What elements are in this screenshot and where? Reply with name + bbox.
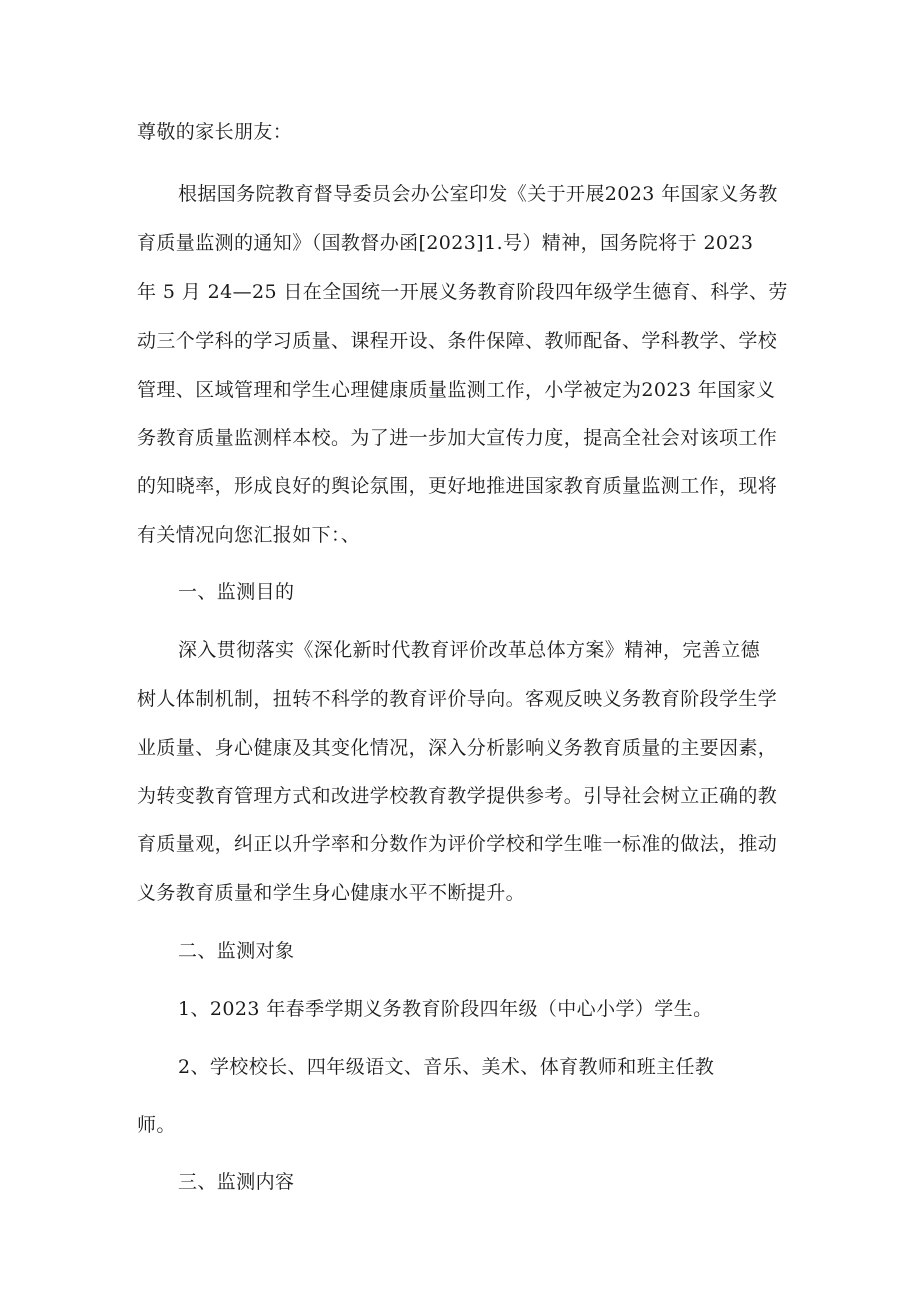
intro-line: 根据国务院教育督导委员会办公室印发《关于开展2023 年国家义务教 — [178, 183, 778, 205]
section-heading-content: 三、监测内容 — [178, 1171, 295, 1193]
purpose-line: 为转变教育管理方式和改进学校教育教学提供参考。引导社会树立正确的教 — [137, 785, 778, 807]
intro-line: 有关情况向您汇报如下：、 — [137, 524, 361, 546]
salutation: 尊敬的家长朋友： — [137, 121, 293, 143]
intro-line: 务教育质量监测样本校。为了进一步加大宣传力度，提高全社会对该项工作 — [137, 427, 778, 449]
section-heading-targets: 二、监测对象 — [178, 940, 295, 962]
intro-line: 育质量监测的通知》（国教督办函[2023]1.号）精神，国务院将于 2023 — [137, 232, 754, 254]
purpose-line: 业质量、身心健康及其变化情况，深入分析影响义务教育质量的主要因素， — [137, 737, 778, 759]
intro-line: 的知晓率，形成良好的舆论氛围，更好地推进国家教育质量监测工作，现将 — [137, 475, 778, 497]
target-item-2-continued: 师。 — [137, 1114, 176, 1136]
intro-line: 年 5 月 24—25 日在全国统一开展义务教育阶段四年级学生德育、科学、劳 — [137, 281, 788, 303]
section-heading-purpose: 一、监测目的 — [178, 581, 295, 603]
target-item-2: 2、学校校长、四年级语文、音乐、美术、体育教师和班主任教 — [178, 1056, 715, 1078]
purpose-line: 深入贯彻落实《深化新时代教育评价改革总体方案》精神，完善立德 — [178, 639, 761, 661]
purpose-line: 树人体制机制，扭转不科学的教育评价导向。客观反映义务教育阶段学生学 — [137, 688, 778, 710]
target-item-1: 1、2023 年春季学期义务教育阶段四年级（中心小学）学生。 — [178, 998, 713, 1020]
intro-line: 动三个学科的学习质量、课程开设、条件保障、教师配备、学科教学、学校 — [137, 330, 778, 352]
purpose-line: 义务教育质量和学生身心健康水平不断提升。 — [137, 882, 526, 904]
purpose-line: 育质量观，纠正以升学率和分数作为评价学校和学生唯一标准的做法，推动 — [137, 833, 778, 855]
intro-line: 管理、区域管理和学生心理健康质量监测工作，小学被定为2023 年国家义 — [137, 379, 776, 401]
